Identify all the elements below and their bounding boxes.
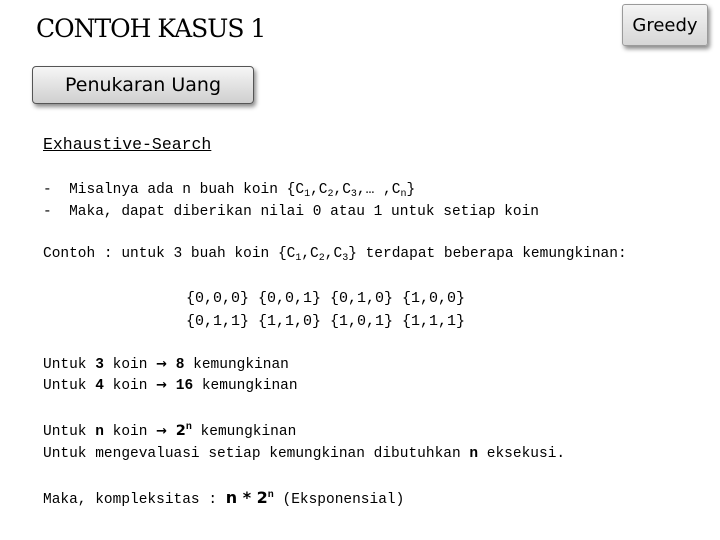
combinations-row-1: {0,0,0} {0,0,1} {0,1,0} {1,0,0} — [186, 290, 466, 307]
complexity-line: Maka, kompleksitas : n * 2$^n$ (Eksponensial) — [43, 488, 405, 508]
arrow-icon: → — [156, 357, 168, 372]
bullet-values: - Maka, dapat diberikan nilai 0 atau 1 untuk setiap koin — [43, 204, 539, 220]
slide-title: CONTOH KASUS 1 — [36, 14, 266, 43]
case-n-coins: Untuk n koin → 2$^n$ kemungkinan — [43, 422, 297, 440]
method-heading: Exhaustive-Search — [43, 135, 212, 154]
greedy-tag: Greedy — [622, 4, 708, 46]
example-line: Contoh : untuk 3 buah koin $\{C_1,C_2,C_3\}$ terdapat beberapa kemungkinan: — [43, 246, 627, 264]
case-3-coins: Untuk 3 koin → 8 kemungkinan — [43, 357, 289, 373]
arrow-icon: → — [156, 424, 168, 439]
combinations-row-2: {0,1,1} {1,1,0} {1,0,1} {1,1,1} — [186, 313, 466, 330]
case-4-coins: Untuk 4 koin → 16 kemungkinan — [43, 378, 298, 394]
bullet-coins: - Misalnya ada n buah koin {$C_1,C_2,C_3,\dots$ $,C_n$} — [43, 182, 416, 200]
arrow-icon: → — [156, 378, 168, 393]
evaluate-line: Untuk mengevaluasi setiap kemungkinan dibutuhkan n eksekusi. — [43, 446, 566, 462]
section-subtitle: Penukaran Uang — [32, 66, 254, 104]
